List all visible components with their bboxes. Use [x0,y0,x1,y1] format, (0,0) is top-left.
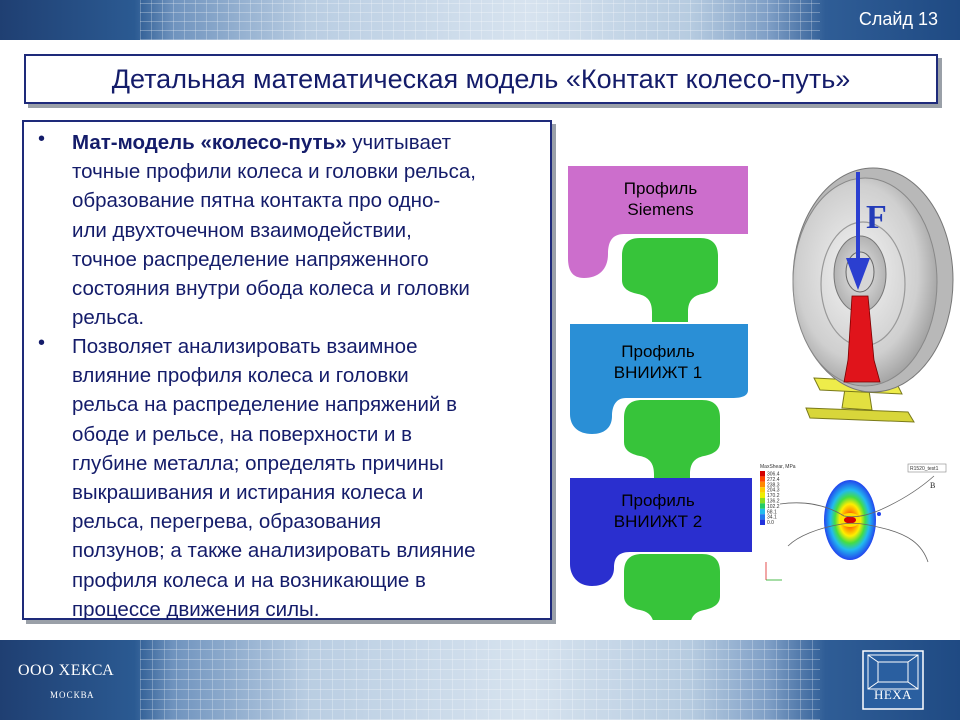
profile-label-siemens [588,178,733,220]
bullet-line: процессе движения силы. [72,597,320,621]
stress-plot [758,462,948,587]
stress-contour-center [844,517,856,524]
profile-label-line: Профиль [621,342,695,361]
company-city: МОСКВА [50,690,95,700]
title-box [24,54,938,104]
bullet-line: влияние профиля колеса и головки [72,364,409,388]
bullet-line: рельса. [72,306,145,330]
legend-swatch [760,509,765,514]
company-name: ООО ХЕКСА [18,662,115,679]
profile-label-vniizht-2 [588,490,728,532]
wheel-rail-figure [768,150,958,435]
bullet-line: состояния внутри обода колеса и головки [72,277,470,301]
bullet-line: глубине металла; определять причины [72,451,444,475]
legend-value: 0.0 [767,520,774,527]
text-panel [22,120,552,620]
legend-swatch [760,493,765,498]
profile-label-line: Профиль [623,179,698,198]
slide-number: Слайд 13 [858,9,938,29]
footer-banner [0,640,960,720]
legend-swatch [760,503,765,508]
legend-value: 68.1 [767,509,777,516]
bullet-line: образование пятна контакта про одно- [72,189,441,213]
legend-title: MaxShear, MPa [760,464,796,470]
rail-3d-base [806,408,914,422]
mesh-decoration [140,0,820,40]
bullet-line: учитывает [346,131,451,154]
slide-title: Детальная математическая модель «Контакт колесо-путь» [111,63,851,94]
force-label: F [866,199,887,236]
bullet-line: Позволяет анализировать взаимное [72,335,418,358]
profile-label-line: ВНИИЖТ 2 [613,512,703,531]
bullet-line: выкрашивания и истирания колеса и [72,481,424,505]
bullet-line: или двухточечном взаимодействии, [72,218,412,242]
bullet-text [72,332,550,624]
rail-profile [624,554,720,620]
profile-label-line: ВНИИЖТ 1 [613,363,703,382]
legend-value: 238.3 [767,482,780,489]
legend-value: 272.4 [767,476,780,483]
bullet-line: точные профили колеса и головки рельса, [72,160,476,184]
profile-label-vniizht-1 [588,341,728,383]
bullet-text [72,128,550,332]
legend-value: 102.2 [767,503,780,510]
bullet-marker: • [38,332,46,354]
legend-value: 136.2 [767,498,780,505]
contact-point [877,512,881,516]
profile-label-line: Профиль [621,491,695,510]
legend-value: 34.1 [767,514,777,521]
header-banner [0,0,960,40]
profiles-figure [560,160,760,620]
rail-profile [622,238,718,322]
legend-value: 306.4 [767,471,780,478]
legend-swatch [760,520,765,525]
legend-swatch [760,476,765,481]
rail-profile [624,400,720,484]
view-label: B [930,481,936,490]
profile-label-line: Siemens [627,200,694,219]
legend-swatch [760,482,765,487]
legend-swatch [760,514,765,519]
model-name: R1520_test1 [910,466,939,472]
legend-value: 170.2 [767,493,780,500]
legend-swatch [760,487,765,492]
legend-swatch [760,471,765,476]
bullet-marker: • [38,128,46,150]
bullet-line: профиля колеса и на возникающие в [72,568,426,592]
hexa-logo-text: HEXA [873,687,913,702]
legend-swatch [760,498,765,503]
legend-value: 204.3 [767,487,780,494]
bullet-line: рельса на распределение напряжений в [72,393,457,417]
mesh-decoration [140,640,820,720]
bullet-bold: Мат-модель «колесо-путь» [72,131,347,154]
bullet-line: рельса, перегрева, образования [72,510,382,534]
bullet-line: ободе и рельсе, на поверхности и в [72,422,413,446]
bullet-line: точное распределение напряженного [72,247,429,271]
bullet-line: ползунов; а также анализировать влияние [72,539,476,563]
